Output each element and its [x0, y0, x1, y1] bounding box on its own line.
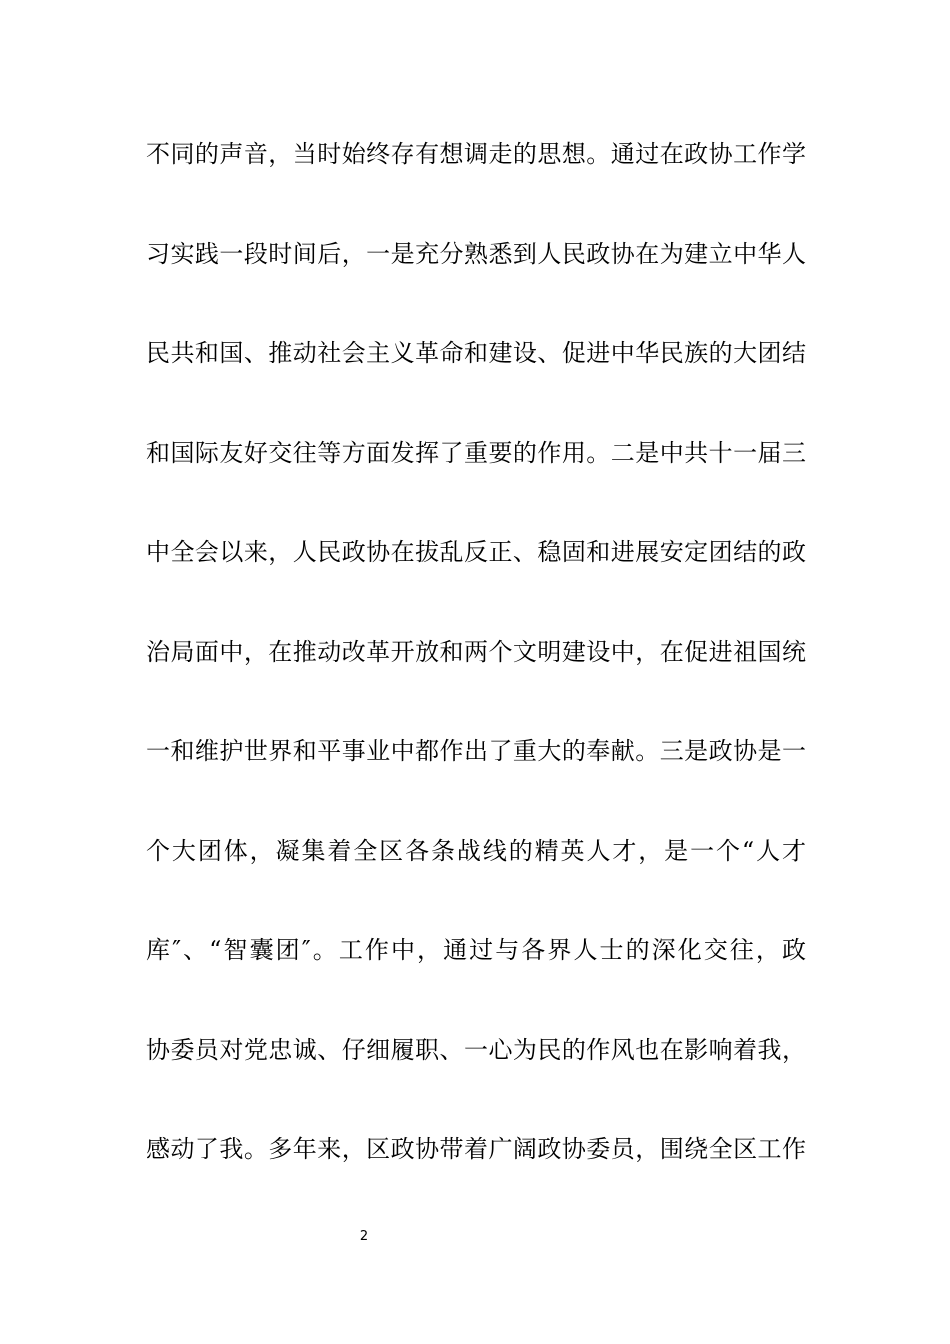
text-line-8: 个大团体，凝集着全区各条战线的精英人才，是一个“人才	[146, 836, 806, 865]
text-line-5: 中全会以来，人民政协在拔乱反正、稳固和进展安定团结的政	[146, 538, 806, 566]
text-line-6: 治局面中，在推动改革开放和两个文明建设中，在促进祖国统	[146, 637, 806, 666]
text-line-7: 一和维护世界和平事业中都作出了重大的奉献。三是政协是一	[146, 737, 806, 765]
text-line-3: 民共和国、推动社会主义革命和建设、促进中华民族的大团结	[146, 339, 806, 367]
page-number: 2	[359, 1229, 369, 1244]
text-line-2: 习实践一段时间后，一是充分熟悉到人民政协在为建立中华人	[146, 239, 806, 268]
text-line-4: 和国际友好交往等方面发挥了重要的作用。二是中共十一届三	[146, 438, 806, 467]
text-line-1: 不同的声音，当时始终存有想调走的思想。通过在政协工作学	[146, 140, 806, 168]
body-text	[146, 132, 806, 1227]
text-line-11: 感动了我。多年来，区政协带着广阔政协委员，围绕全区工作	[146, 1135, 806, 1163]
text-line-9: 库″、“智囊团″。工作中，通过与各界人士的深化交往，政	[146, 936, 806, 964]
text-line-10: 协委员对党忠诚、仔细履职、一心为民的作风也在影响着我，	[146, 1035, 806, 1064]
